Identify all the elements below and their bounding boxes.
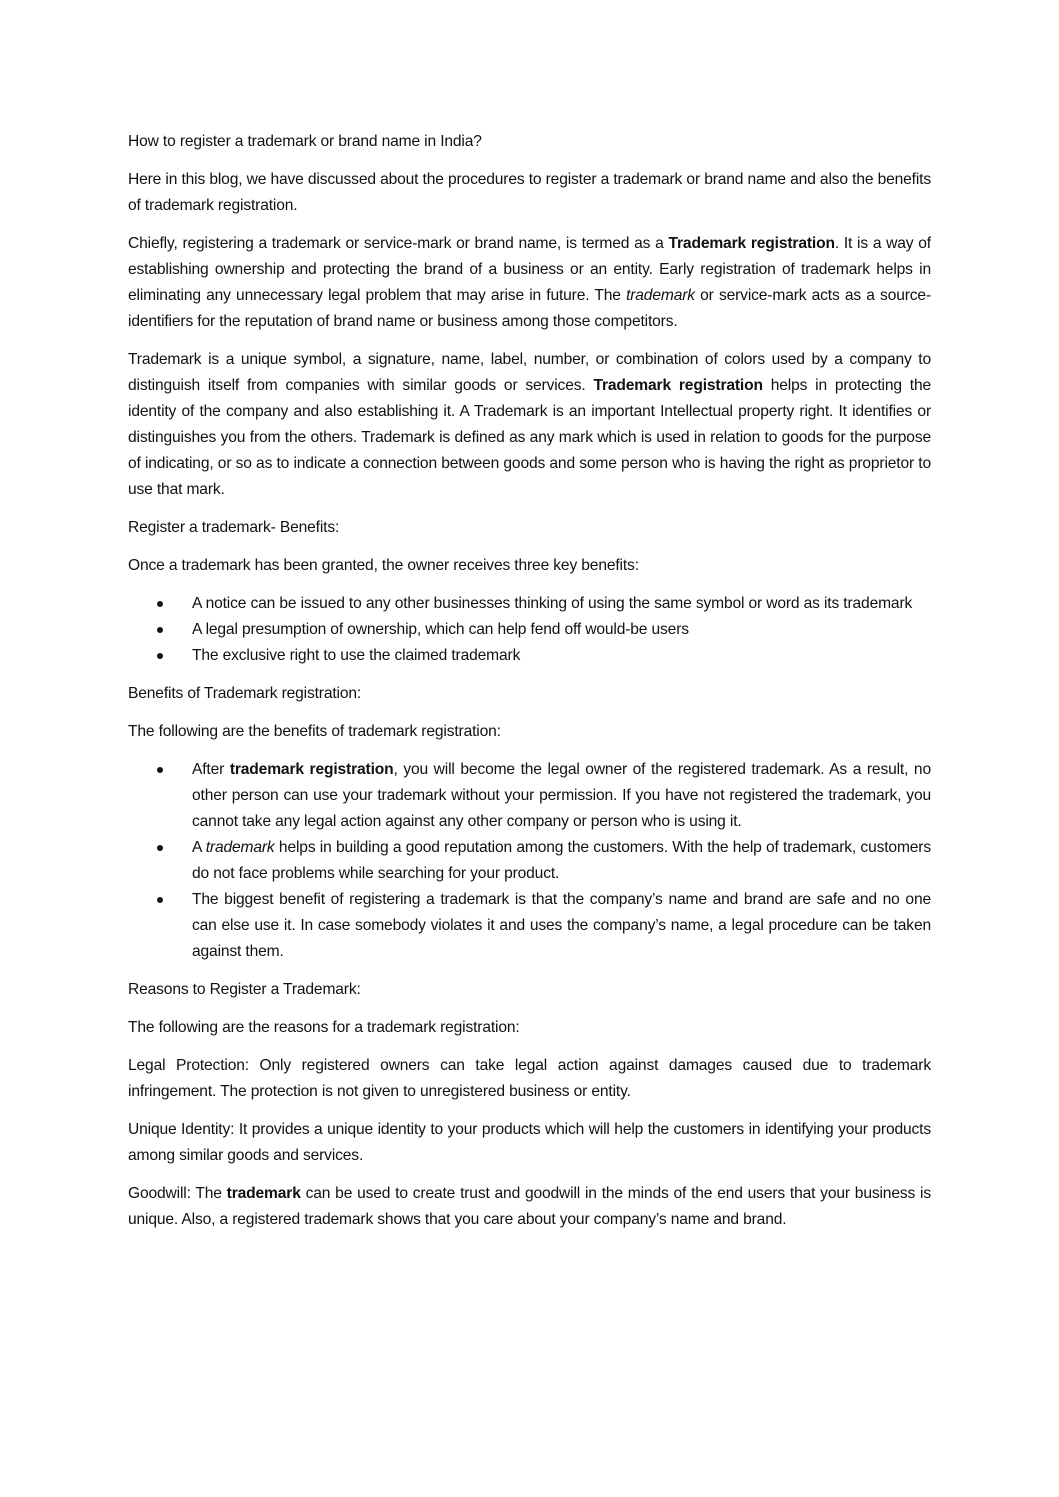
paragraph-chiefly xyxy=(128,231,931,335)
intro-benefits-registration: The following are the benefits of trademark registration: xyxy=(128,723,501,740)
heading-benefits-registration: Benefits of Trademark registration: xyxy=(128,685,362,702)
text-run: The exclusive right to use the claimed trademark xyxy=(192,647,521,664)
intro-reasons: The following are the reasons for a trademark registration: xyxy=(128,1019,520,1036)
text-run: Chiefly, registering a trademark or service-mark or brand name, is termed as a xyxy=(128,235,669,252)
bullet-dot-icon xyxy=(157,897,163,903)
registration-benefits-list xyxy=(128,757,931,965)
intro-key-benefits: Once a trademark has been granted, the owner receives three key benefits: xyxy=(128,557,639,574)
bold-text: trademark registration xyxy=(229,761,394,778)
bullet-dot-icon xyxy=(157,627,163,633)
text-run: A notice can be issued to any other businesses thinking of using the same symbol or word as its trademark xyxy=(192,595,913,612)
text-run: can be used to create trust and goodwill in the minds of the end users that your business is unique. Also, a registered trademark shows that you care about your company’s name and brand. xyxy=(128,1185,931,1228)
list-item xyxy=(128,835,931,887)
reason-unique-identity: Unique Identity: It provides a unique identity to your products which will help the customers in identifying your products among similar goods and services. xyxy=(128,1121,931,1164)
text-run: The biggest benefit of registering a trademark is that the company’s name and brand are safe and no one can else use it. In case somebody violates it and uses the company’s name, a legal procedure can be taken against them. xyxy=(192,891,931,960)
heading-reasons: Reasons to Register a Trademark: xyxy=(128,981,361,998)
list-item xyxy=(128,591,931,617)
italic-text: trademark xyxy=(205,839,275,856)
bullet-dot-icon xyxy=(157,601,163,607)
bold-text: trademark xyxy=(226,1185,301,1202)
bullet-dot-icon xyxy=(157,767,163,773)
reason-legal-protection: Legal Protection: Only registered owners can take legal action against damages caused due to trademark infringement. The protection is not given to unregistered business or entity. xyxy=(128,1057,931,1100)
document-title: How to register a trademark or brand name in India? xyxy=(128,133,482,150)
list-item xyxy=(128,643,931,669)
text-run: A xyxy=(192,839,206,856)
text-run: Goodwill: The xyxy=(128,1185,227,1202)
text-run: . It is a way of establishing ownership and protecting the brand of a business or an entity. Early registration of trademark helps in eliminating any unnecessary legal problem that may arise in future. The xyxy=(128,235,931,304)
list-item xyxy=(128,757,931,835)
bullet-dot-icon xyxy=(157,845,163,851)
reason-goodwill xyxy=(128,1181,931,1233)
text-run: or service-mark acts as a source-identifiers for the reputation of brand name or business among those competitors. xyxy=(128,287,931,330)
text-run: Trademark is a unique symbol, a signature, name, label, number, or combination of colors used by a company to distinguish itself from companies with similar goods or services. xyxy=(128,351,931,394)
list-item xyxy=(128,617,931,643)
intro-paragraph: Here in this blog, we have discussed about the procedures to register a trademark or brand name and also the benefits of trademark registration. xyxy=(128,171,931,214)
bold-text: Trademark registration xyxy=(668,235,835,252)
italic-text: trademark xyxy=(626,287,695,304)
document-page xyxy=(128,129,931,1245)
text-run: After xyxy=(192,761,230,778)
bullet-dot-icon xyxy=(157,653,163,659)
key-benefits-list xyxy=(128,591,931,669)
bold-text: Trademark registration xyxy=(593,377,763,394)
heading-register-benefits: Register a trademark- Benefits: xyxy=(128,519,340,536)
text-run: helps in building a good reputation among the customers. With the help of trademark, customers do not face problems while searching for your product. xyxy=(192,839,931,882)
text-run: , you will become the legal owner of the registered trademark. As a result, no other person can use your trademark without your permission. If you have not registered the trademark, you cannot take any legal action against any other company or person who is using it. xyxy=(192,761,931,830)
paragraph-definition xyxy=(128,347,931,503)
text-run: helps in protecting the identity of the company and also establishing it. A Trademark is an important Intellectual property right. It identifies or distinguishes you from the others. Trademark is defined as any mark which is used in relation to goods for the purpose of indicating, or so as to indicate a connection between goods and some person who is having the right as proprietor to use that mark. xyxy=(128,377,931,498)
list-item xyxy=(128,887,931,965)
text-run: A legal presumption of ownership, which can help fend off would-be users xyxy=(192,621,689,638)
